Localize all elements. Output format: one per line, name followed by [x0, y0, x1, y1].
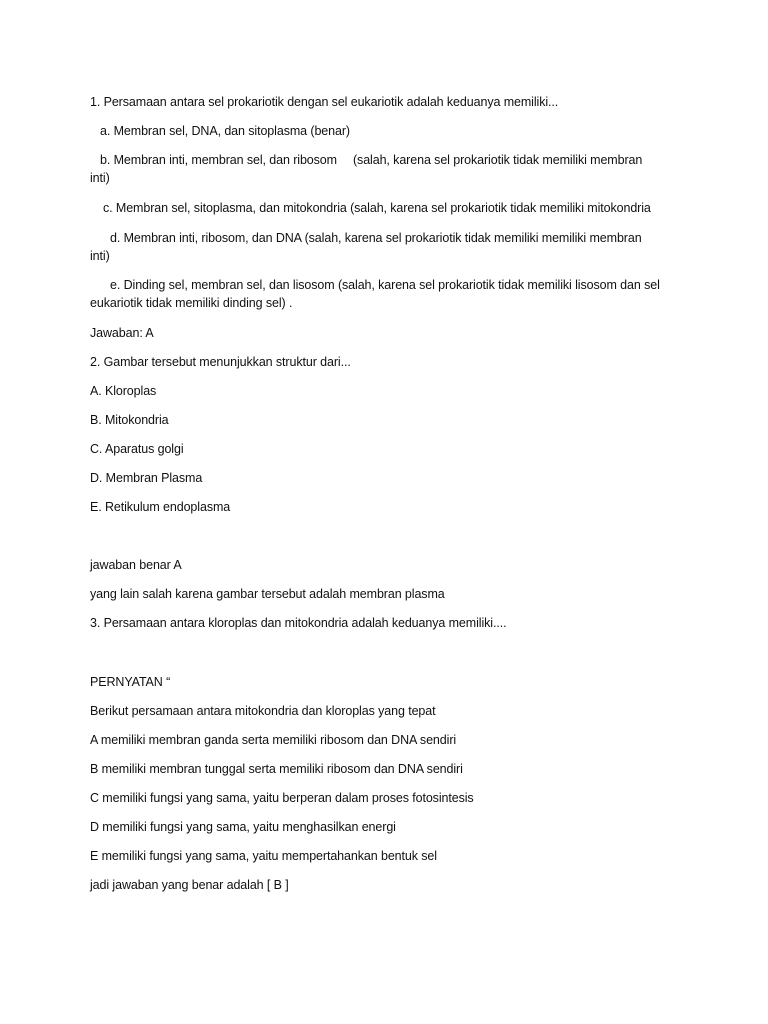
q2-answer: jawaban benar A	[90, 558, 182, 572]
q2-explanation: yang lain salah karena gambar tersebut adalah membran plasma	[90, 587, 445, 601]
q3-statement-label: PERNYATAN “	[90, 675, 171, 689]
q2-option-b: B. Mitokondria	[90, 413, 169, 427]
q1-question: 1. Persamaan antara sel prokariotik dengan sel eukariotik adalah keduanya memiliki...	[90, 95, 559, 109]
q2-question: 2. Gambar tersebut menunjukkan struktur dari...	[90, 355, 351, 369]
q2-option-a: A. Kloroplas	[90, 384, 157, 398]
q3-answer: jadi jawaban yang benar adalah [ B ]	[90, 878, 289, 892]
q1-option-b-note: (salah, karena sel prokariotik tidak memiliki membran	[352, 153, 643, 167]
q1-option-d: d. Membran inti, ribosom, dan DNA (salah, karena sel prokariotik tidak memiliki memiliki membran	[110, 231, 642, 245]
q1-option-b	[100, 152, 642, 168]
q3-option-a: A memiliki membran ganda serta memiliki ribosom dan DNA sendiri	[90, 733, 457, 747]
q1-option-a: a. Membran sel, DNA, dan sitoplasma (benar)	[100, 124, 350, 138]
q2-option-c: C. Aparatus golgi	[90, 442, 184, 456]
q3-option-b: B memiliki membran tunggal serta memiliki ribosom dan DNA sendiri	[90, 762, 463, 776]
q3-option-d: D memiliki fungsi yang sama, yaitu menghasilkan energi	[90, 820, 396, 834]
q2-option-e: E. Retikulum endoplasma	[90, 500, 231, 514]
q1-option-c: c. Membran sel, sitoplasma, dan mitokondria (salah, karena sel prokariotik tidak memiliki mitokondria	[103, 201, 651, 215]
q2-option-d: D. Membran Plasma	[90, 471, 203, 485]
q1-option-e-continuation: eukariotik tidak memiliki dinding sel) .	[90, 296, 293, 310]
q1-answer: Jawaban: A	[90, 326, 154, 340]
q1-option-d-continuation: inti)	[90, 249, 110, 263]
q3-option-c: C memiliki fungsi yang sama, yaitu berperan dalam proses fotosintesis	[90, 791, 474, 805]
q1-option-b-text: b. Membran inti, membran sel, dan ribosom	[100, 153, 337, 167]
q1-option-b-continuation: inti)	[90, 171, 110, 185]
q3-intro: Berikut persamaan antara mitokondria dan kloroplas yang tepat	[90, 704, 436, 718]
q3-question: 3. Persamaan antara kloroplas dan mitokondria adalah keduanya memiliki....	[90, 616, 507, 630]
q1-option-e: e. Dinding sel, membran sel, dan lisosom (salah, karena sel prokariotik tidak memiliki lisosom dan sel	[110, 278, 660, 292]
q3-option-e: E memiliki fungsi yang sama, yaitu mempertahankan bentuk sel	[90, 849, 437, 863]
